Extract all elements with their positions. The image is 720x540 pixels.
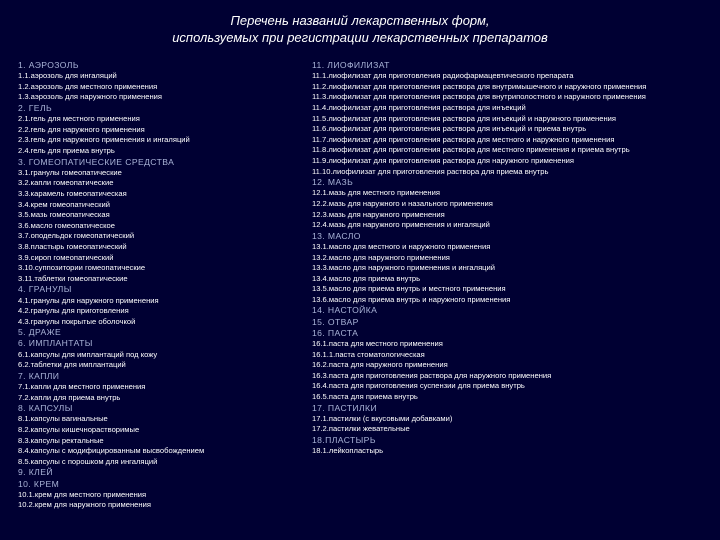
list-item: 2.1.гель для местного применения	[18, 114, 140, 124]
section-heading: 17. ПАСТИЛКИ	[312, 402, 378, 413]
section-heading: 2. ГЕЛЬ	[18, 102, 53, 113]
list-item: 13.1.масло для местного и наружного применения	[312, 241, 491, 251]
list-item: 13.6.масло для приема внутрь и наружного применения	[312, 294, 511, 304]
list-item: 13.4.масло для приема внутрь	[312, 273, 421, 283]
list-item: 16.4.паста для приготовления суспензии для приема внутрь	[312, 381, 525, 391]
list-item: 3.3.карамель гомеопатическая	[18, 188, 127, 198]
list-item: 3.4.крем гомеопатический	[18, 199, 110, 209]
list-item: 3.9.сироп гомеопатический	[18, 252, 114, 262]
section-heading: 14. НАСТОЙКА	[312, 305, 378, 316]
list-item: 11.6.лиофилизат для приготовления раствора для инъекций и приема внутрь	[312, 124, 587, 134]
section-heading: 12. МАЗЬ	[312, 177, 354, 188]
list-item: 3.2.капли гомеопатические	[18, 178, 114, 188]
left-column	[18, 60, 296, 511]
list-item: 11.1.лиофилизат для приготовления радиофармацевтического препарата	[312, 71, 574, 81]
list-item: 10.1.крем для местного применения	[18, 489, 147, 499]
list-item: 12.1.мазь для местного применения	[312, 188, 440, 198]
list-item: 11.8.лиофилизат для приготовления раствора для местного применения и приема внутрь	[312, 145, 630, 155]
page-title	[0, 12, 720, 46]
list-item: 11.3.лиофилизат для приготовления раствора для внутриполостного и наружного применения	[312, 92, 646, 102]
list-item: 7.1.капли для местного применения	[18, 382, 146, 392]
list-item: 6.2.таблетки для имплантаций	[18, 360, 126, 370]
list-item: 1.1.аэрозоль для ингаляций	[18, 71, 117, 81]
right-column	[312, 60, 707, 457]
list-item: 8.4.капсулы с модифицированным высвобождением	[18, 446, 205, 456]
section-heading: 13. МАСЛО	[312, 230, 361, 241]
list-item: 11.4.лиофилизат для приготовления раствора для инъекций	[312, 102, 526, 112]
section-heading: 18.ПЛАСТЫРЬ	[312, 435, 376, 446]
list-item: 4.2.гранулы для приготовления	[18, 306, 129, 316]
list-item: 3.8.пластырь гомеопатический	[18, 241, 127, 251]
list-item: 10.2.крем для наружного применения	[18, 500, 151, 510]
list-item: 8.3.капсулы ректальные	[18, 435, 104, 445]
list-item: 7.2.капли для приема внутрь	[18, 392, 121, 402]
section-heading: 15. ОТВАР	[312, 316, 359, 327]
list-item: 8.5.капсулы с порошком для ингаляций	[18, 456, 158, 466]
list-item: 17.1.пастилки (с вкусовыми добавками)	[312, 413, 453, 423]
list-item: 3.6.масло гомеопатическое	[18, 220, 115, 230]
list-item: 8.1.капсулы вагинальные	[18, 414, 108, 424]
section-heading: 3. ГОМЕОПАТИЧЕСКИЕ СРЕДСТВА	[18, 156, 175, 167]
list-item: 13.5.масло для приема внутрь и местного применения	[312, 284, 506, 294]
section-heading: 4. ГРАНУЛЫ	[18, 284, 72, 295]
list-item: 2.2.гель для наружного применения	[18, 124, 145, 134]
list-item: 16.1.паста для местного применения	[312, 339, 443, 349]
title-line-1: Перечень названий лекарственных форм,	[230, 13, 490, 28]
list-item: 16.2.паста для наружного применения	[312, 360, 448, 370]
list-item: 12.3.мазь для наружного применения	[312, 209, 445, 219]
title-line-2: используемых при регистрации лекарственных препаратов	[172, 30, 548, 45]
list-item: 1.2.аэрозоль для местного применения	[18, 81, 158, 91]
section-heading: 11. ЛИОФИЛИЗАТ	[312, 60, 390, 70]
section-heading: 7. КАПЛИ	[18, 370, 60, 381]
list-item: 4.3.гранулы покрытые оболочкой	[18, 316, 136, 326]
list-item: 16.3.паста для приготовления раствора для наружного применения	[312, 370, 552, 380]
list-item: 11.10.лиофилизат для приготовления раствора для приема внутрь	[312, 166, 549, 176]
list-item: 16.1.1.паста стоматологическая	[312, 349, 425, 359]
list-item: 11.2.лиофилизат для приготовления раствора для внутримышечного и наружного применения	[312, 81, 647, 91]
list-item: 8.2.капсулы кишечнорастворимые	[18, 425, 140, 435]
list-item: 11.9.лиофилизат для приготовления раствора для наружного применения	[312, 155, 575, 165]
list-item: 16.5.паста для приема внутрь	[312, 392, 418, 402]
list-item: 11.5.лиофилизат для приготовления раствора для инъекций и наружного применения	[312, 113, 617, 123]
list-item: 4.1.гранулы для наружного применения	[18, 295, 159, 305]
list-item: 17.2.пастилки жевательные	[312, 424, 410, 434]
list-item: 3.1.гранулы гомеопатические	[18, 167, 122, 177]
section-heading: 8. КАПСУЛЫ	[18, 403, 73, 414]
section-heading: 1. АЭРОЗОЛЬ	[18, 60, 79, 70]
section-heading: 16. ПАСТА	[312, 327, 359, 338]
list-item: 11.7.лиофилизат для приготовления раствора для местного и наружного применения	[312, 134, 615, 144]
list-item: 18.1.лейкопластырь	[312, 446, 384, 456]
list-item: 13.2.масло для наружного применения	[312, 252, 450, 262]
list-item: 2.3.гель для наружного применения и ингаляций	[18, 135, 190, 145]
list-item: 6.1.капсулы для имплантаций под кожу	[18, 349, 158, 359]
list-item: 3.7.оподельдок гомеопатический	[18, 231, 135, 241]
list-item: 3.5.мазь гомеопатическая	[18, 210, 110, 220]
section-heading: 5. ДРАЖЕ	[18, 327, 62, 338]
section-heading: 9. КЛЕЙ	[18, 467, 53, 478]
list-item: 3.11.таблетки гомеопатические	[18, 273, 128, 283]
list-item: 13.3.масло для наружного применения и ингаляций	[312, 263, 496, 273]
list-item: 12.4.мазь для наружного применения и ингаляций	[312, 220, 490, 230]
section-heading: 6. ИМПЛАНТАТЫ	[18, 338, 93, 349]
list-item: 1.3.аэрозоль для наружного применения	[18, 92, 163, 102]
list-item: 2.4.гель для приема внутрь	[18, 145, 115, 155]
list-item: 12.2.мазь для наружного и назального применения	[312, 198, 493, 208]
list-item: 3.10.суппозитории гомеопатические	[18, 263, 146, 273]
section-heading: 10. КРЕМ	[18, 478, 60, 489]
